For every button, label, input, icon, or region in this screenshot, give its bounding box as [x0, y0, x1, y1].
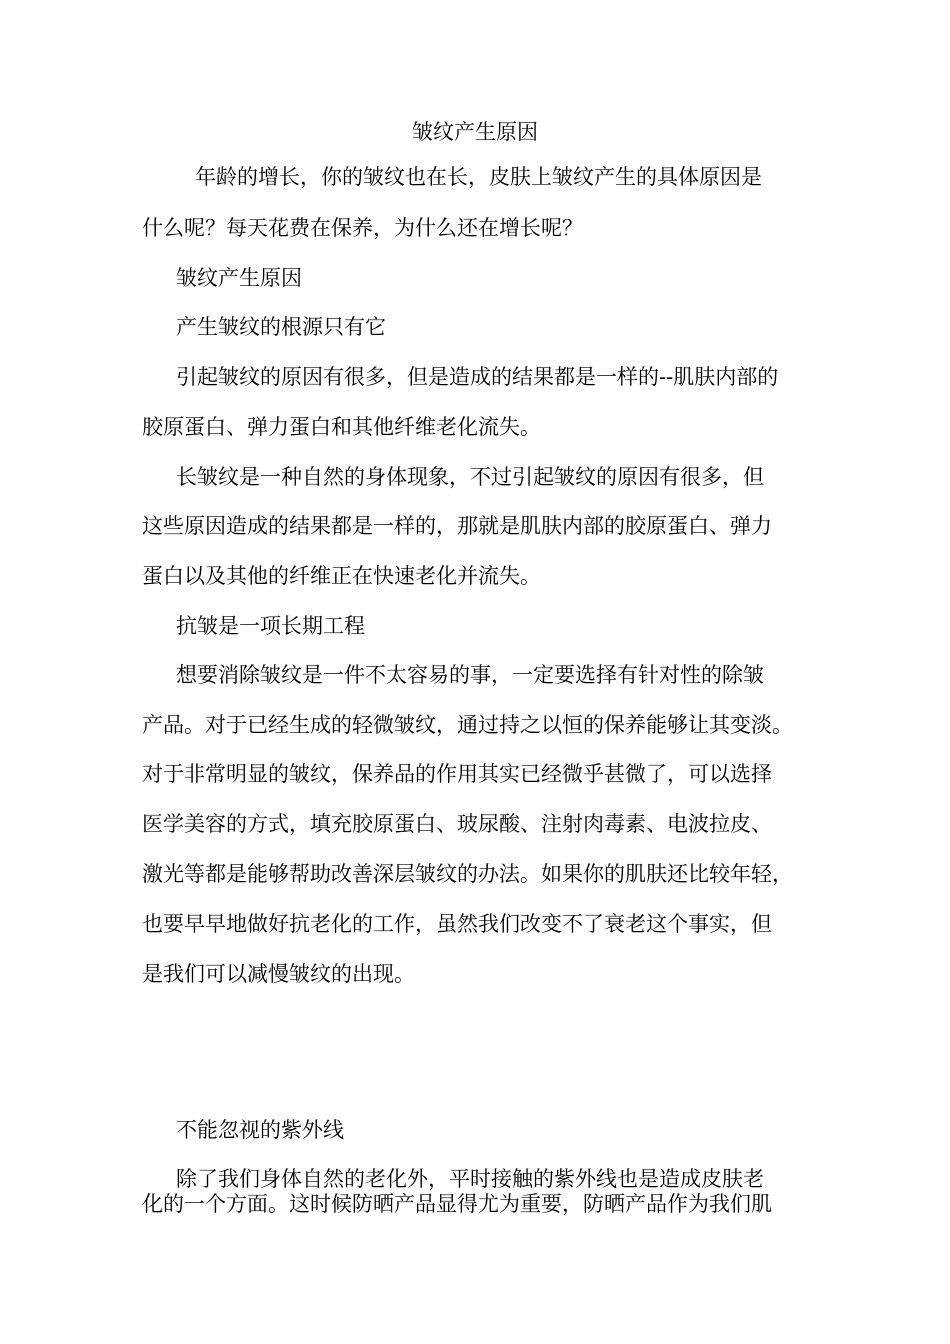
section-heading: 皱纹产生原因: [176, 266, 302, 290]
page-title: 皱纹产生原因: [412, 120, 538, 144]
paragraph-line: 想要消除皱纹是一件不太容易的事，一定要选择有针对性的除皱: [176, 663, 764, 687]
paragraph-line: 医学美容的方式，填充胶原蛋白、玻尿酸、注射肉毒素、电波拉皮、: [142, 812, 772, 836]
paragraph-line: 胶原蛋白、弹力蛋白和其他纤维老化流失。: [142, 415, 541, 439]
paragraph-line: 这些原因造成的结果都是一样的，那就是肌肤内部的胶原蛋白、弹力: [142, 514, 772, 538]
section-heading: 不能忽视的紫外线: [176, 1118, 344, 1142]
paragraph-line: 激光等都是能够帮助改善深层皱纹的办法。如果你的肌肤还比较年轻，: [142, 862, 793, 886]
paragraph-line: 对于非常明显的皱纹，保养品的作用其实已经微乎甚微了，可以选择: [142, 762, 772, 786]
paragraph-line: 也要早早地做好抗老化的工作，虽然我们改变不了衰老这个事实，但: [142, 912, 772, 936]
paragraph-line: 蛋白以及其他的纤维正在快速老化并流失。: [142, 564, 541, 588]
paragraph-line: 引起皱纹的原因有很多，但是造成的结果都是一样的--肌肤内部的: [176, 365, 779, 389]
paragraph-line: 什么呢？每天花费在保养，为什么还在增长呢？: [142, 216, 583, 240]
paragraph-line: 是我们可以减慢皱纹的出现。: [142, 962, 415, 986]
section-heading: 抗皱是一项长期工程: [176, 614, 365, 638]
section-heading: 产生皱纹的根源只有它: [176, 315, 386, 339]
paragraph-line: 长皱纹是一种自然的身体现象，不过引起皱纹的原因有很多，但: [176, 465, 764, 489]
paragraph-line: 化的一个方面。这时候防晒产品显得尤为重要，防晒产品作为我们肌: [142, 1192, 772, 1216]
paragraph-line: 产品。对于已经生成的轻微皱纹，通过持之以恒的保养能够让其变淡。: [142, 713, 793, 737]
paragraph-line: 除了我们身体自然的老化外，平时接触的紫外线也是造成皮肤老: [176, 1167, 764, 1191]
paragraph-line: 年龄的增长，你的皱纹也在长，皮肤上皱纹产生的具体原因是: [195, 165, 762, 189]
